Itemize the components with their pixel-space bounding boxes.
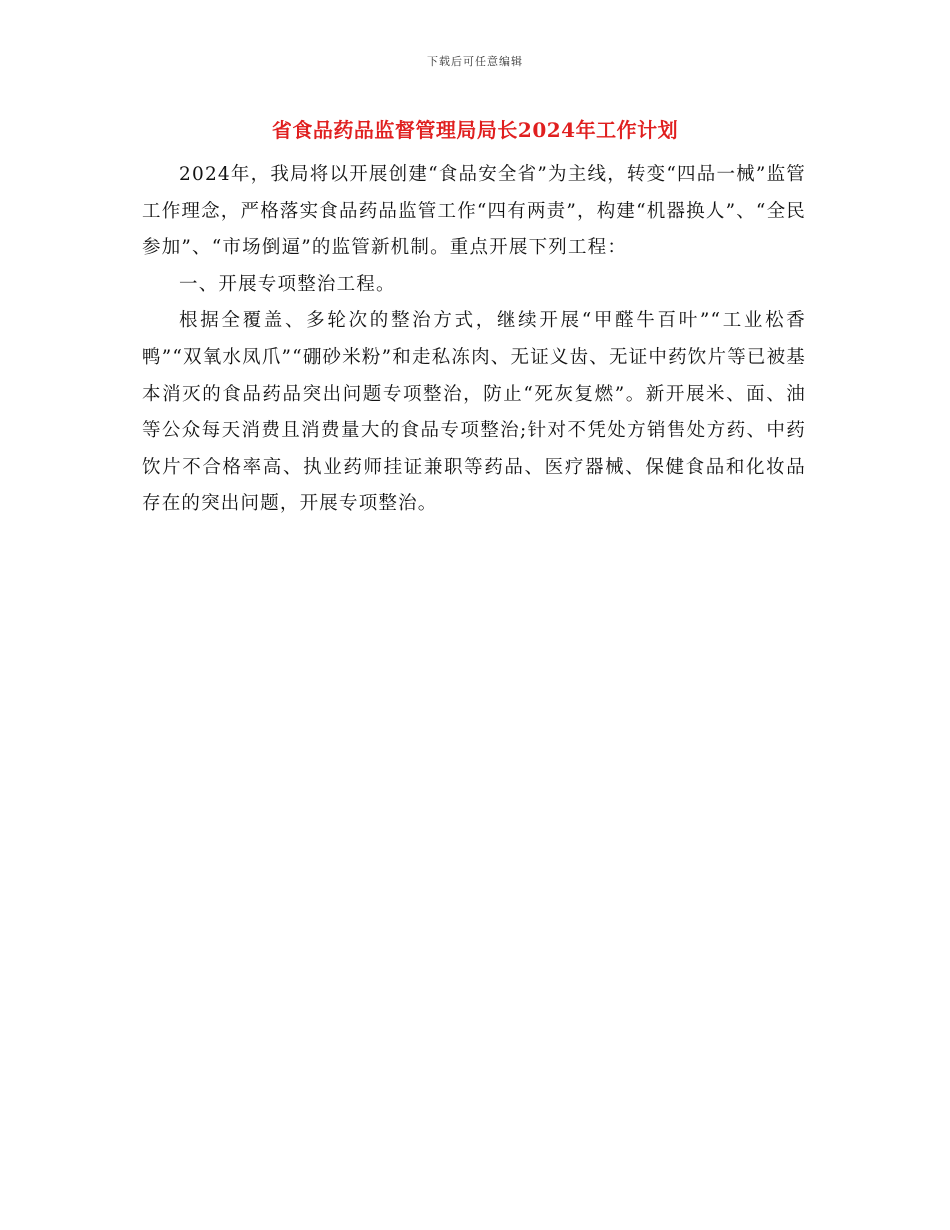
paragraph-section-body: 根据全覆盖、多轮次的整治方式，继续开展“甲醛牛百叶”“工业松香鸭”“双氧水凤爪”“硼砂米粉”和走私冻肉、无证义齿、无证中药饮片等已被基本消灭的食品药品突出问题专项整治，防止“死灰复燃”。新开展米、面、油等公众每天消费且消费量大的食品专项整治;针对不凭处方销售处方药、中药饮片不合格率高、执业药师挂证兼职等药品、医疗器械、保健食品和化妆品存在的突出问题，开展专项整治。 (142, 310, 806, 515)
paragraph-intro: 2024年，我局将以开展创建“食品安全省”为主线，转变“四品一械”监管工作理念，严格落实食品药品监管工作“四有两责”，构建“机器换人”、“全民参加”、“市场倒逼”的监管新机制。重点开展下列工程： (142, 164, 806, 259)
paragraph-section-heading: 一、开展专项整治工程。 (179, 273, 396, 295)
document-title: 省食品药品监督管理局局长2024年工作计划 (271, 118, 679, 142)
document-body (142, 157, 806, 523)
header-note: 下载后可任意编辑 (427, 55, 523, 68)
